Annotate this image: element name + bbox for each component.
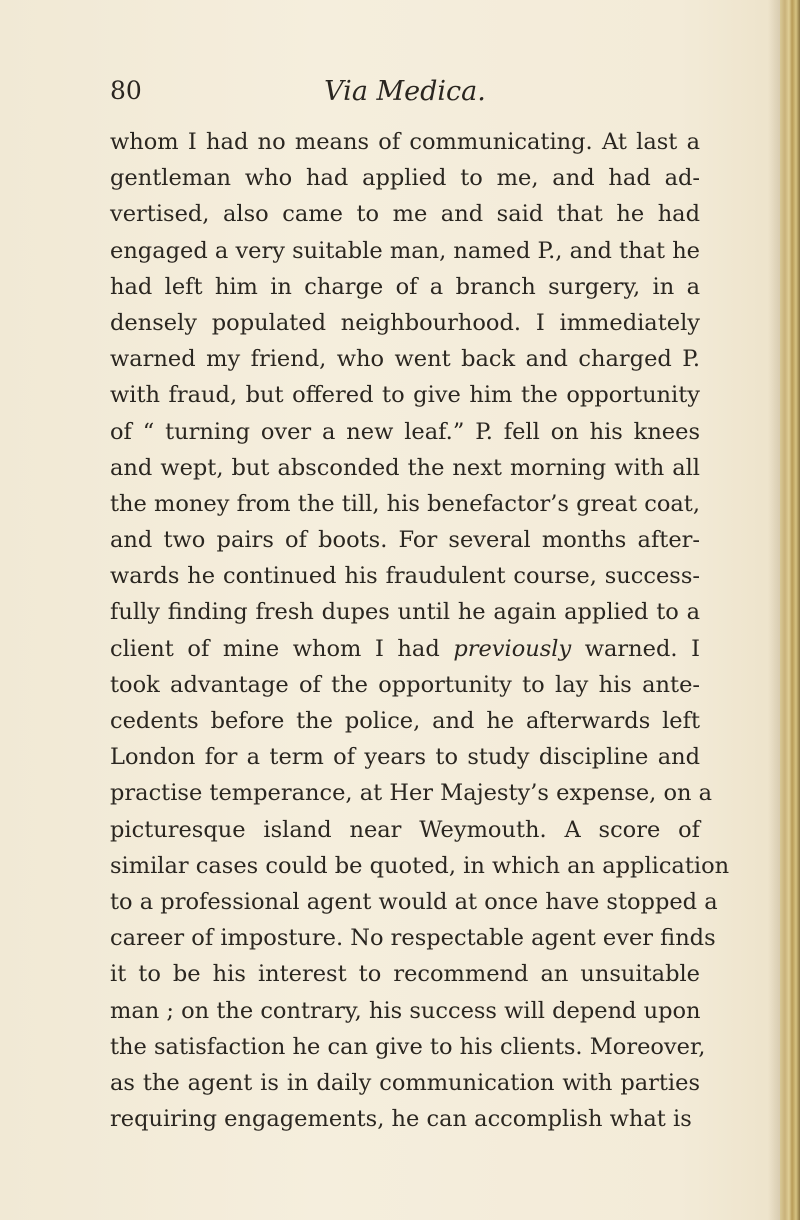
text-segment: warned. I (571, 635, 701, 662)
text-line: engaged a very suitable man, named P., and that he (110, 237, 700, 264)
text-line: practise temperance, at Her Majesty’s expense, on a (110, 780, 713, 807)
italic-word: previously (453, 635, 572, 662)
text-line: wards he continued his fraudulent course, success- (110, 563, 700, 590)
text-line: it to be his interest to recommend an unsuitable (110, 961, 700, 988)
text-line: requiring engagements, he can accomplish what is (110, 1106, 692, 1133)
text-line: career of imposture. No respectable agent ever finds (110, 925, 716, 952)
text-line: and two pairs of boots. For several months after- (110, 527, 700, 554)
text-line: densely populated neighbourhood. I immediately (110, 309, 700, 336)
body-text (110, 124, 730, 1137)
page-header (110, 76, 700, 116)
text-line: the satisfaction he can give to his clients. Moreover, (110, 1033, 706, 1060)
text-line: the money from the till, his benefactor’s great coat, (110, 490, 700, 517)
text-line: with fraud, but offered to give him the opportunity (110, 382, 700, 409)
text-line: and wept, but absconded the next morning with all (110, 454, 700, 481)
page-gutter-shadow (768, 0, 780, 1220)
page-edge-binding (780, 0, 800, 1220)
text-line: gentleman who had applied to me, and had ad- (110, 165, 700, 192)
text-line: whom I had no means of communicating. At last a (110, 129, 700, 155)
text-line: similar cases could be quoted, in which an application (110, 852, 730, 879)
text-line: vertised, also came to me and said that he had (110, 201, 700, 228)
text-line: fully finding fresh dupes until he again applied to a (110, 599, 700, 626)
text-line: to a professional agent would at once have stopped a (110, 888, 718, 915)
page-number: 80 (110, 76, 142, 105)
text-line-with-italic (110, 631, 700, 667)
text-line: man ; on the contrary, his success will depend upon (110, 997, 701, 1024)
text-line: of “ turning over a new leaf.” P. fell on his knees (110, 418, 700, 445)
text-line: took advantage of the opportunity to lay his ante- (110, 671, 700, 698)
running-title: Via Medica. (324, 76, 486, 107)
text-line: cedents before the police, and he afterwards left (110, 708, 700, 734)
text-segment: client of mine whom I had (110, 635, 454, 662)
text-line: warned my friend, who went back and charged P. (110, 346, 700, 373)
text-line: picturesque island near Weymouth. A score of (110, 816, 700, 843)
text-line: London for a term of years to study discipline and (110, 744, 700, 771)
text-line: as the agent is in daily communication with parties (110, 1069, 700, 1096)
text-line: had left him in charge of a branch surgery, in a (110, 273, 700, 300)
